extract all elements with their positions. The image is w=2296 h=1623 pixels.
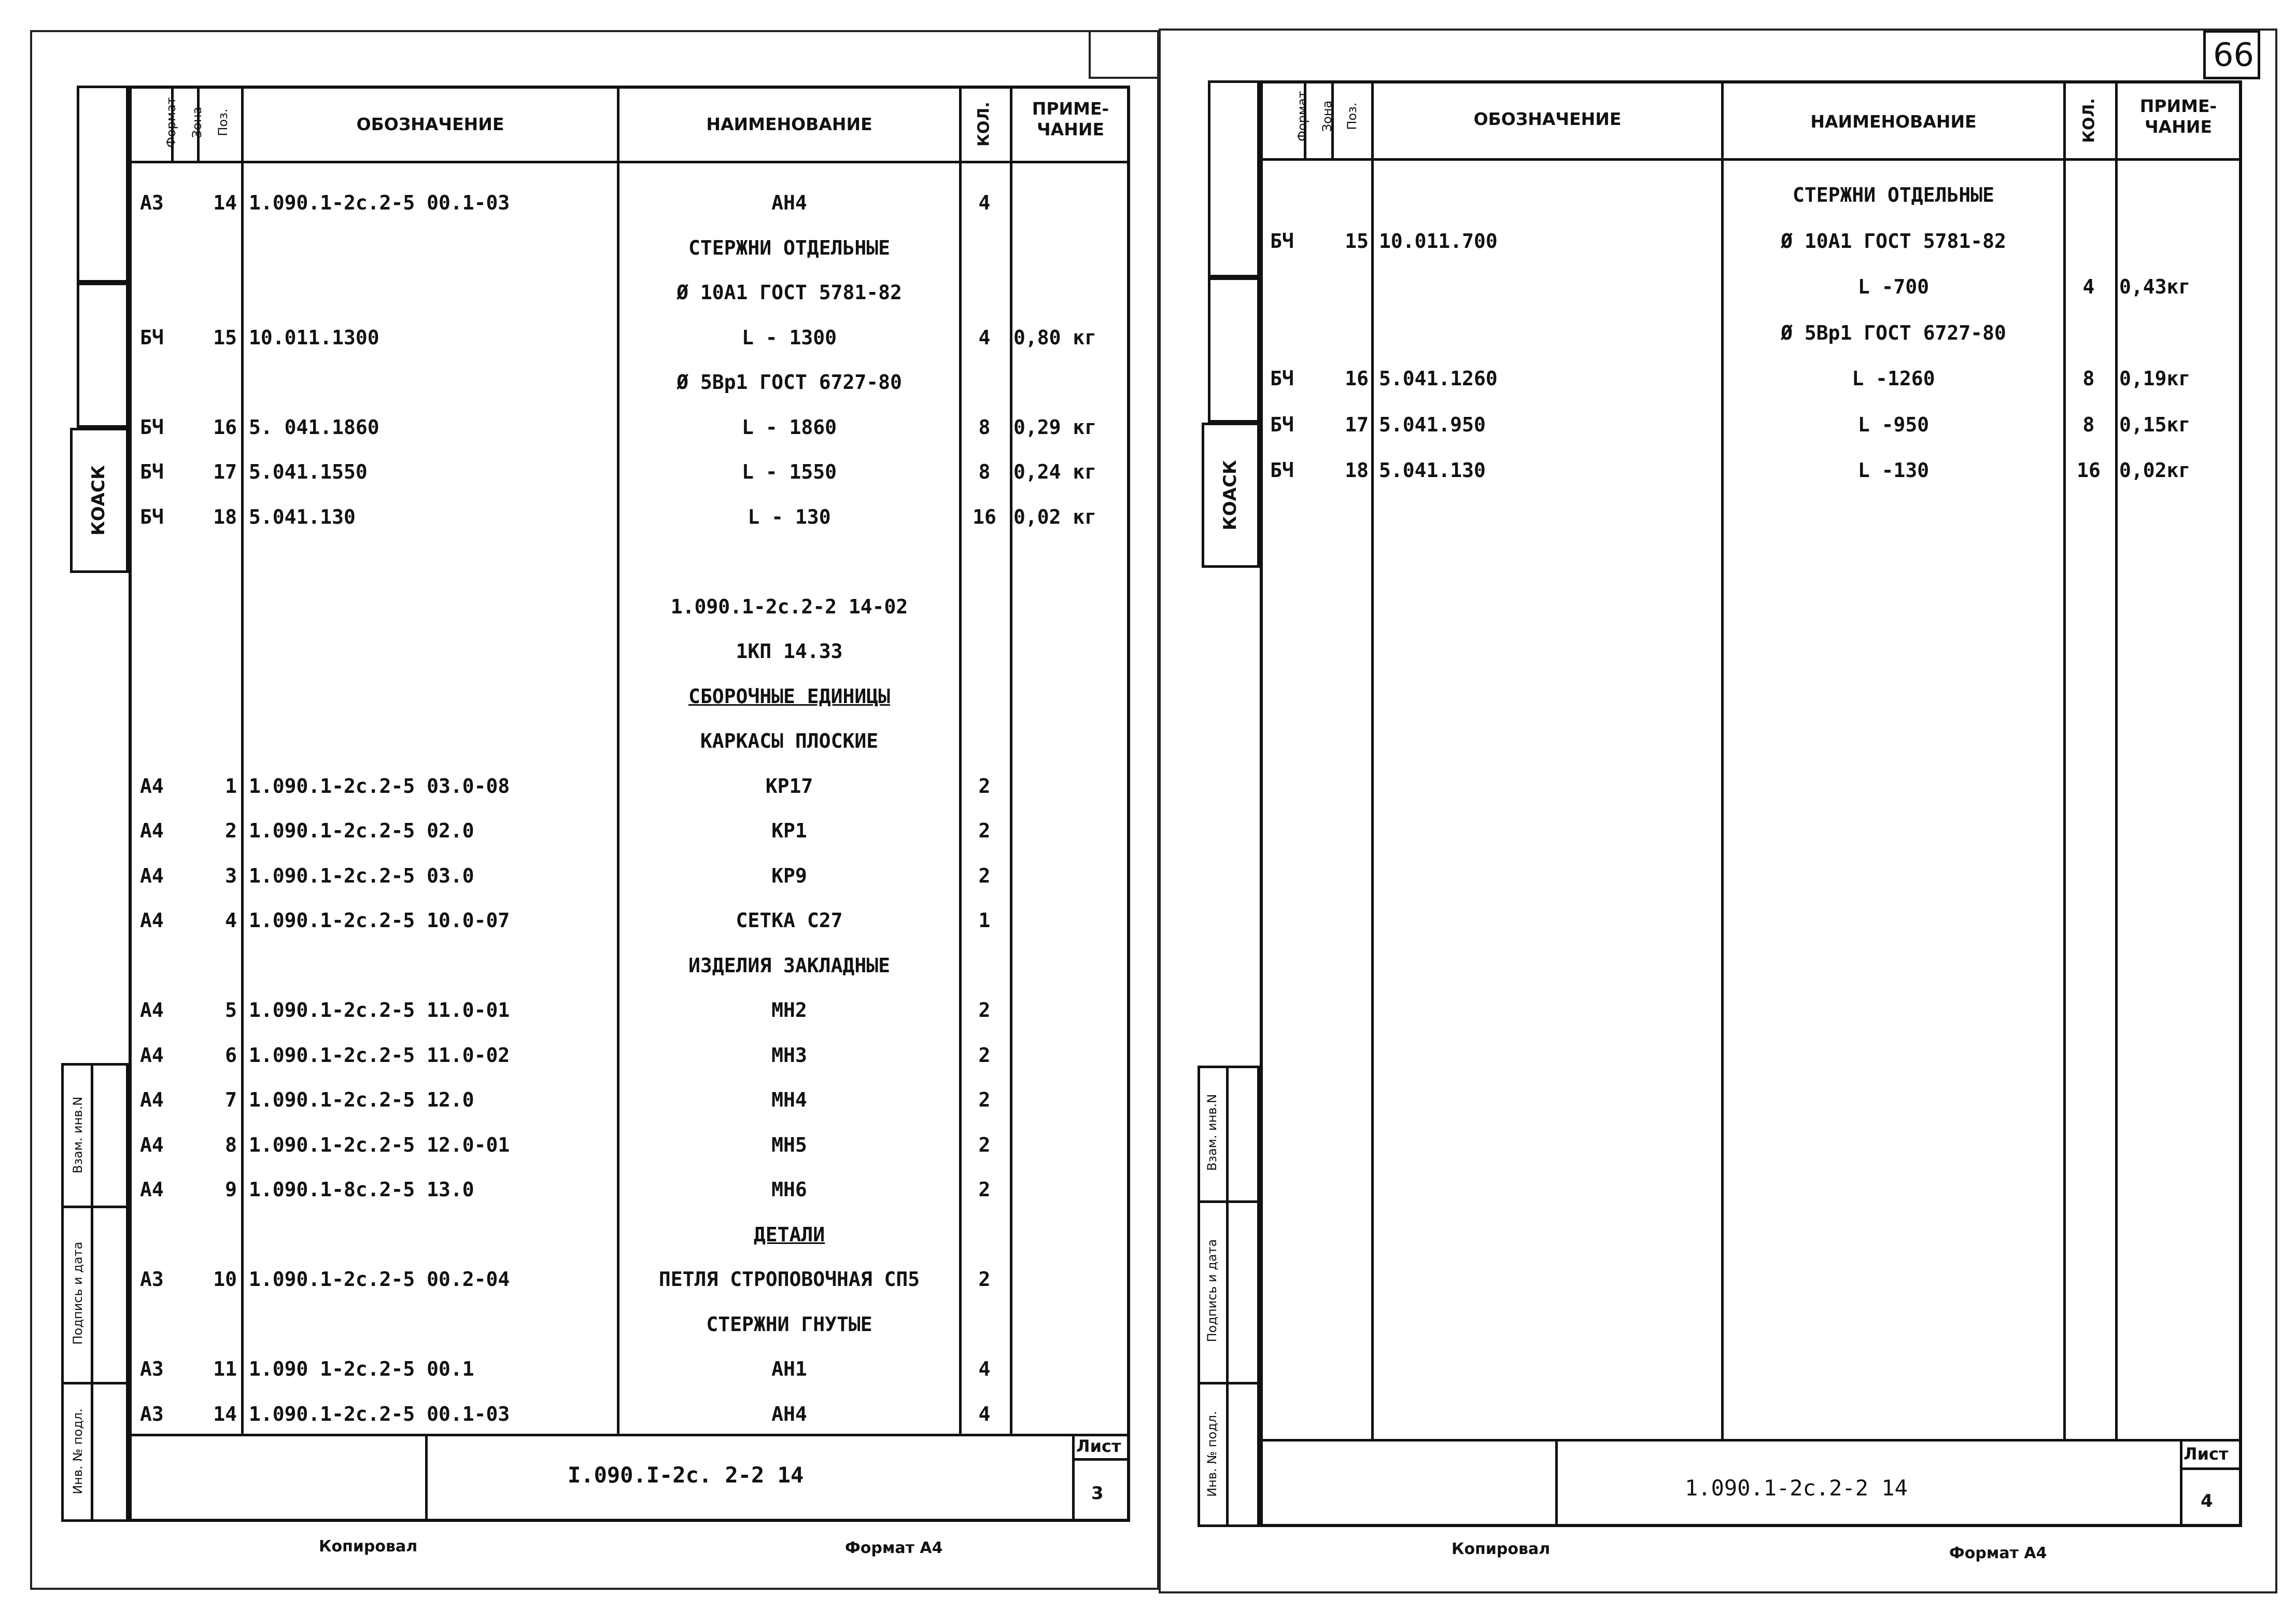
designation-cell: 1.090.1-2с.2-5 03.0 (249, 864, 474, 887)
name-cell: МН4 (771, 1088, 807, 1111)
qty-cell: 2 (978, 1133, 991, 1156)
pos-cell: 14 (213, 1402, 237, 1425)
pos-cell: 5 (225, 999, 237, 1022)
designation-cell: 5. 041.1860 (249, 415, 379, 439)
format-cell: А4 (140, 1178, 164, 1201)
name-cell: ПЕТЛЯ СТРОПОВОЧНАЯ СП5 (658, 1268, 920, 1291)
left-stamp-code: I.090.I-2с. 2-2 14 (568, 1462, 804, 1488)
name-cell: L -1260 (1852, 367, 1935, 390)
header-format: Формат (1295, 91, 1309, 142)
name-cell: Ø 10А1 ГОСТ 5781-82 (677, 281, 902, 304)
qty-cell: 16 (973, 505, 996, 528)
pos-cell: 2 (225, 819, 237, 842)
designation-cell: 1.090.1-2с.2-5 12.0 (249, 1088, 474, 1111)
right-side-col-1 (1208, 80, 1260, 277)
right-list-label: Лист (2184, 1444, 2229, 1464)
stamp-line (91, 1063, 93, 1522)
stamp-line (2180, 1439, 2182, 1527)
name-cell: СТЕРЖНИ ГНУТЫЕ (706, 1312, 872, 1336)
name-cell: МН2 (771, 999, 807, 1022)
col-line (1371, 80, 1374, 1442)
left-header-rule (129, 161, 1130, 163)
right-format: Формат А4 (1949, 1544, 2047, 1562)
name-cell: Ø 10А1 ГОСТ 5781-82 (1781, 229, 2006, 253)
qty-cell: 4 (978, 1358, 991, 1380)
stamp-line (1226, 1066, 1229, 1527)
name-cell: МН3 (771, 1043, 807, 1067)
name-cell: КР9 (771, 864, 807, 887)
header-name: НАИМЕНОВАНИЕ (706, 114, 872, 134)
name-cell: L - 1300 (741, 326, 837, 349)
note-cell: 0,80 кг (1013, 326, 1097, 349)
designation-cell: 5.041.130 (249, 505, 356, 528)
pos-cell: 18 (1345, 459, 1369, 482)
name-cell: СТЕРЖНИ ОТДЕЛЬНЫЕ (688, 236, 890, 259)
designation-cell: 1.090.1-2с.2-5 02.0 (249, 819, 474, 842)
header-designation: ОБОЗНАЧЕНИЕ (356, 114, 504, 134)
format-cell: А4 (140, 999, 164, 1022)
pos-cell: 17 (1345, 413, 1369, 436)
col-line (2115, 80, 2118, 1442)
format-cell: БЧ (1270, 413, 1294, 436)
pos-cell: 15 (213, 326, 237, 349)
qty-cell: 2 (978, 999, 991, 1022)
name-cell: Ø 5Вр1 ГОСТ 6727-80 (677, 371, 902, 394)
qty-cell: 4 (2082, 275, 2095, 298)
designation-cell: 1.090.1-2с.2-5 00.1-03 (249, 191, 510, 214)
right-podpis-label: Подпись и дата (1205, 1239, 1219, 1342)
header-designation: ОБОЗНАЧЕНИЕ (1473, 109, 1622, 129)
format-cell: А3 (140, 1358, 164, 1380)
designation-cell: 1.090.1-2с.2-5 00.1-03 (249, 1402, 510, 1425)
left-inv-label: Инв. № подл. (71, 1408, 85, 1494)
format-cell: БЧ (1270, 367, 1294, 390)
left-side-col-1 (77, 86, 129, 283)
header-zone: Зона (1320, 100, 1334, 132)
header-zone: Зона (190, 106, 204, 138)
qty-cell: 8 (978, 460, 991, 483)
name-cell: 1.090.1-2с.2-2 14-02 (670, 595, 908, 618)
qty-cell: 2 (978, 1178, 991, 1201)
pos-cell: 11 (213, 1358, 237, 1380)
pos-cell: 18 (213, 505, 237, 528)
pos-cell: 1 (225, 774, 237, 797)
designation-cell: 1.090.1-2с.2-5 03.0-08 (249, 774, 510, 797)
format-cell: А3 (140, 1402, 164, 1425)
format-cell: БЧ (1270, 459, 1294, 482)
name-cell: Ø 5Вр1 ГОСТ 6727-80 (1781, 321, 2006, 344)
qty-cell: 1 (978, 909, 991, 932)
name-cell: L -130 (1857, 459, 1929, 482)
pos-cell: 15 (1345, 229, 1369, 253)
name-cell: КАРКАСЫ ПЛОСКИЕ (700, 730, 879, 752)
left-sheet-tab (1089, 30, 1157, 79)
header-qty: КОЛ. (975, 102, 993, 147)
note-cell: 0,29 кг (1013, 415, 1097, 439)
designation-cell: 10.011.1300 (249, 326, 379, 349)
stamp-line (425, 1434, 428, 1522)
pos-cell: 17 (213, 460, 237, 483)
name-cell: МН6 (771, 1178, 807, 1201)
qty-cell: 2 (978, 1268, 991, 1291)
note-cell: 0,15кг (2119, 413, 2191, 436)
qty-cell: 2 (978, 1088, 991, 1111)
format-cell: А3 (140, 1268, 164, 1291)
pos-cell: 6 (225, 1043, 237, 1067)
note-cell: 0,19кг (2119, 367, 2191, 390)
name-cell: СЕТКА С27 (736, 909, 843, 932)
designation-cell: 1.090.1-2с.2-5 11.0-01 (249, 999, 510, 1022)
designation-cell: 1.090 1-2с.2-5 00.1 (249, 1358, 474, 1380)
right-stamp-rule (1260, 1439, 2242, 1442)
qty-cell: 8 (978, 415, 991, 439)
pos-cell: 4 (225, 909, 237, 932)
right-side-col-2 (1208, 277, 1260, 423)
left-copied: Копировал (319, 1537, 418, 1556)
qty-cell: 4 (978, 326, 991, 349)
right-list-no: 4 (2201, 1491, 2213, 1512)
format-cell: БЧ (140, 326, 164, 349)
right-vzam-label: Взам. инв.N (1205, 1094, 1219, 1171)
name-cell: СТЕРЖНИ ОТДЕЛЬНЫЕ (1793, 184, 1994, 206)
col-line (1010, 86, 1012, 1436)
format-cell: БЧ (1270, 229, 1294, 253)
designation-cell: 1.090.1-2с.2-5 00.2-04 (249, 1268, 510, 1291)
pos-cell: 7 (225, 1088, 237, 1111)
pos-cell: 8 (225, 1133, 237, 1156)
format-cell: А4 (140, 1043, 164, 1067)
qty-cell: 4 (978, 1402, 991, 1425)
format-cell: А4 (140, 1133, 164, 1156)
name-cell: L - 1550 (741, 460, 837, 483)
header-note: ПРИМЕ- ЧАНИЕ (1032, 99, 1109, 139)
name-cell: ДЕТАЛИ (753, 1223, 825, 1246)
name-cell: ИЗДЕЛИЯ ЗАКЛАДНЫЕ (688, 954, 890, 977)
header-note: ПРИМЕ- ЧАНИЕ (2139, 96, 2217, 137)
name-cell: СБОРОЧНЫЕ ЕДИНИЦЫ (688, 684, 890, 708)
left-stamp-rule (129, 1434, 1130, 1436)
format-cell: А4 (140, 819, 164, 842)
col-line (241, 86, 244, 1436)
pos-cell: 14 (213, 191, 237, 214)
pos-cell: 16 (213, 415, 237, 439)
designation-cell: 5.041.950 (1379, 413, 1486, 436)
designation-cell: 10.011.700 (1379, 229, 1498, 253)
left-side-col-2 (77, 283, 129, 428)
format-cell: БЧ (140, 505, 164, 528)
name-cell: АН4 (771, 191, 807, 214)
stamp-line (1555, 1439, 1558, 1527)
designation-cell: 1.090.1-2с.2-5 12.0-01 (249, 1133, 510, 1156)
qty-cell: 8 (2082, 413, 2095, 436)
header-name: НАИМЕНОВАНИЕ (1810, 111, 1977, 132)
header-pos: Поз. (1345, 102, 1359, 130)
pos-cell: 16 (1345, 367, 1369, 390)
pos-cell: 10 (213, 1268, 237, 1291)
left-koask-label: КОАСК (88, 465, 109, 536)
name-cell: L -700 (1857, 275, 1929, 298)
header-format: Формат (164, 97, 178, 148)
pos-cell: 9 (225, 1178, 237, 1201)
format-cell: БЧ (140, 415, 164, 439)
format-cell: БЧ (140, 460, 164, 483)
name-cell: АН1 (771, 1358, 807, 1380)
left-list-label: Лист (1076, 1436, 1121, 1456)
left-podpis-label: Подпись и дата (71, 1241, 85, 1345)
designation-cell: 5.041.130 (1379, 459, 1486, 482)
format-cell: А4 (140, 1088, 164, 1111)
format-cell: А4 (140, 864, 164, 887)
right-header-rule (1260, 158, 2242, 161)
note-cell: 0,43кг (2119, 275, 2191, 298)
name-cell: АН4 (771, 1402, 807, 1425)
header-qty: КОЛ. (2080, 98, 2098, 143)
name-cell: МН5 (771, 1133, 807, 1156)
designation-cell: 1.090.1-2с.2-5 11.0-02 (249, 1043, 510, 1067)
designation-cell: 5.041.1550 (249, 460, 368, 483)
name-cell: L - 1860 (741, 415, 837, 439)
name-cell: 1КП 14.33 (736, 640, 843, 663)
right-copied: Копировал (1452, 1540, 1551, 1558)
qty-cell: 2 (978, 1043, 991, 1067)
format-cell: А4 (140, 909, 164, 932)
left-list-no: 3 (1091, 1483, 1104, 1504)
right-inv-label: Инв. № подл. (1205, 1411, 1219, 1497)
qty-cell: 2 (978, 774, 991, 797)
note-cell: 0,24 кг (1013, 460, 1097, 483)
qty-cell: 16 (2077, 459, 2101, 482)
stamp-line (2180, 1467, 2242, 1470)
right-stamp-code: 1.090.1-2с.2-2 14 (1685, 1475, 1908, 1501)
qty-cell: 2 (978, 819, 991, 842)
note-cell: 0,02кг (2119, 459, 2191, 482)
designation-cell: 1.090.1-8с.2-5 13.0 (249, 1178, 474, 1201)
qty-cell: 8 (2082, 367, 2095, 390)
col-line (959, 86, 962, 1436)
name-cell: КР1 (771, 819, 807, 842)
page-number: 66 (2213, 36, 2254, 74)
name-cell: L - 130 (748, 505, 831, 528)
header-pos: Поз. (216, 108, 230, 136)
format-cell: А3 (140, 191, 164, 214)
stamp-line (1072, 1434, 1075, 1522)
qty-cell: 2 (978, 864, 991, 887)
pos-cell: 3 (225, 864, 237, 887)
designation-cell: 1.090.1-2с.2-5 10.0-07 (249, 909, 510, 932)
left-format: Формат А4 (845, 1539, 943, 1557)
note-cell: 0,02 кг (1013, 505, 1097, 528)
left-vzam-label: Взам. инв.N (71, 1096, 85, 1174)
stamp-line (1072, 1458, 1130, 1461)
designation-cell: 5.041.1260 (1379, 367, 1498, 390)
qty-cell: 4 (978, 191, 991, 214)
name-cell: L -950 (1857, 413, 1929, 436)
name-cell: КР17 (765, 774, 813, 797)
right-koask-label: КОАСК (1220, 460, 1241, 530)
format-cell: А4 (140, 774, 164, 797)
